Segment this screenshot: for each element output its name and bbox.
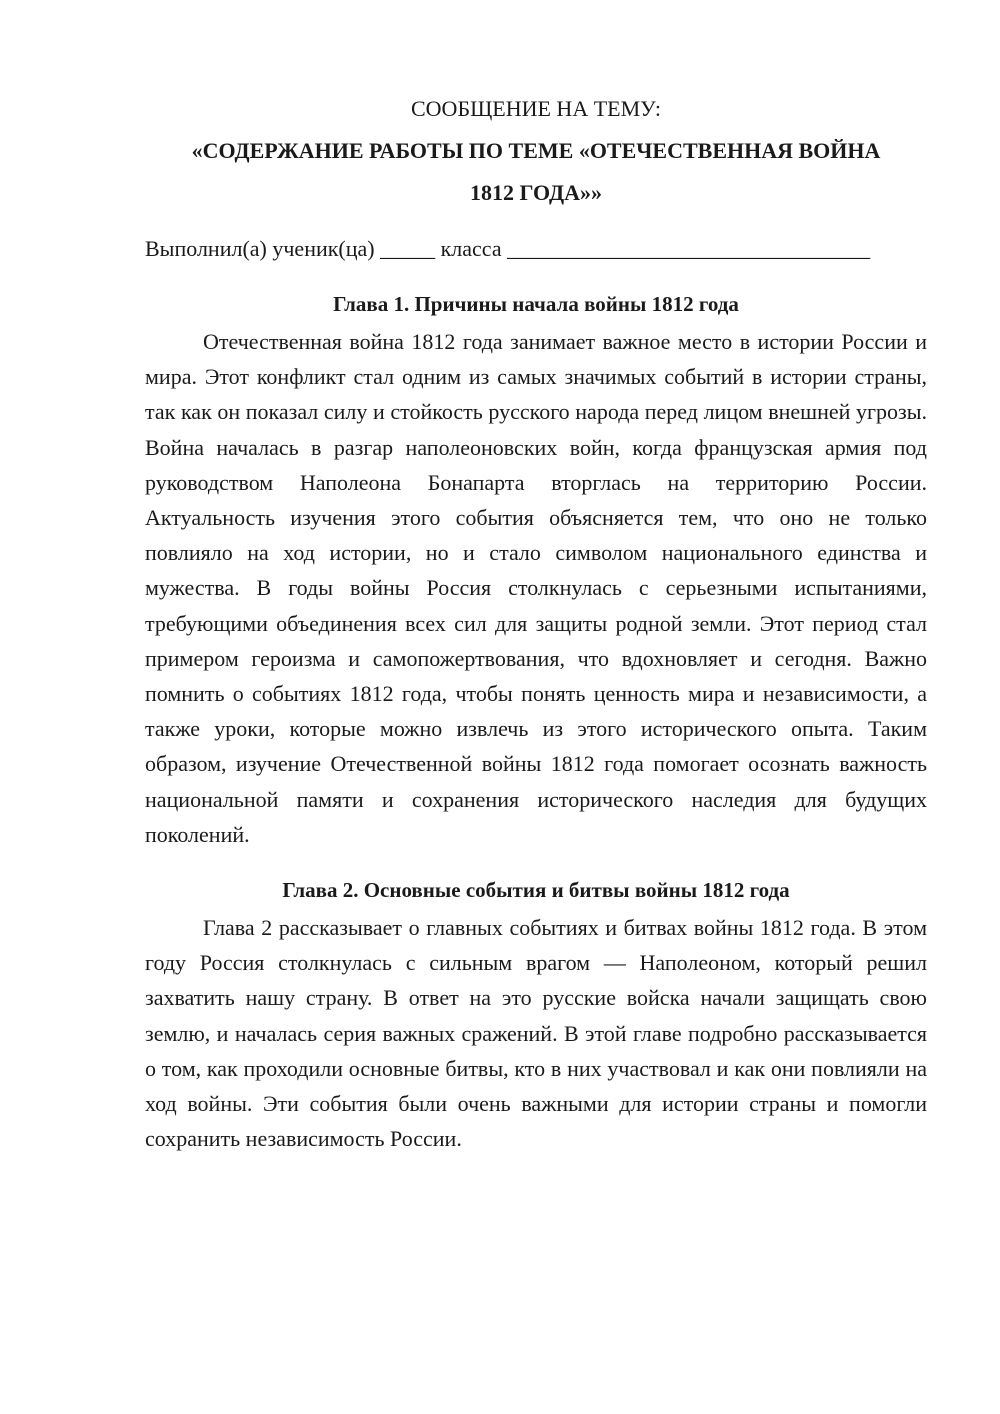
document-title-line-1: «СОДЕРЖАНИЕ РАБОТЫ ПО ТЕМЕ «ОТЕЧЕСТВЕННАЯ ВОЙНА bbox=[191, 138, 881, 163]
chapter-2 bbox=[145, 874, 927, 1156]
document-page bbox=[145, 92, 927, 1156]
chapter-1 bbox=[145, 288, 927, 852]
chapter-1-title: Глава 1. Причины начала войны 1812 года bbox=[333, 292, 739, 316]
chapter-2-paragraph: Глава 2 рассказывает о главных событиях и битвах войны 1812 года. В этом году Россия столкнулась с сильным врагом — Наполеоном, который решил захватить нашу страну. В ответ на это русские войска начали защищать свою землю, и началась серия важных сражений. В этой главе подробно рассказывается о том, как проходили основные битвы, кто в них участвовал и как они повлияли на ход войны. Эти события были очень важными для истории страны и помогли сохранить независимость России. bbox=[145, 915, 927, 1152]
document-title-line-2: 1812 ГОДА»» bbox=[470, 180, 602, 205]
topic-heading: СООБЩЕНИЕ НА ТЕМУ: bbox=[411, 96, 661, 121]
chapter-2-title: Глава 2. Основные события и битвы войны 1812 года bbox=[282, 878, 790, 903]
chapter-1-paragraph: Отечественная война 1812 года занимает важное место в истории России и мира. Этот конфликт стал одним из самых значимых событий в истории страны, так как он показал силу и стойкость русского народа перед лицом внешней угрозы. Война началась в разгар наполеоновских войн, когда французская армия под руководством Наполеона Бонапарта вторглась на территорию России. Актуальность изучения этого события объясняется тем, что оно не только повлияло на ход истории, но и стало символом национального единства и мужества. В годы войны Россия столкнулась с серьезными испытаниями, требующими объединения всех сил для защиты родной земли. Этот период стал примером героизма и самопожертвования, что вдохновляет и сегодня. Важно помнить о событиях 1812 года, чтобы понять ценность мира и независимости, а также уроки, которые можно извлечь из этого исторического опыта. Таким образом, изучение Отечественной войны 1812 года помогает осознать важность национальной памяти и сохранения исторического наследия для будущих поколений. bbox=[145, 329, 927, 847]
performer-line: Выполнил(а) ученик(ца) _____ класса _________________________________ bbox=[145, 236, 871, 261]
